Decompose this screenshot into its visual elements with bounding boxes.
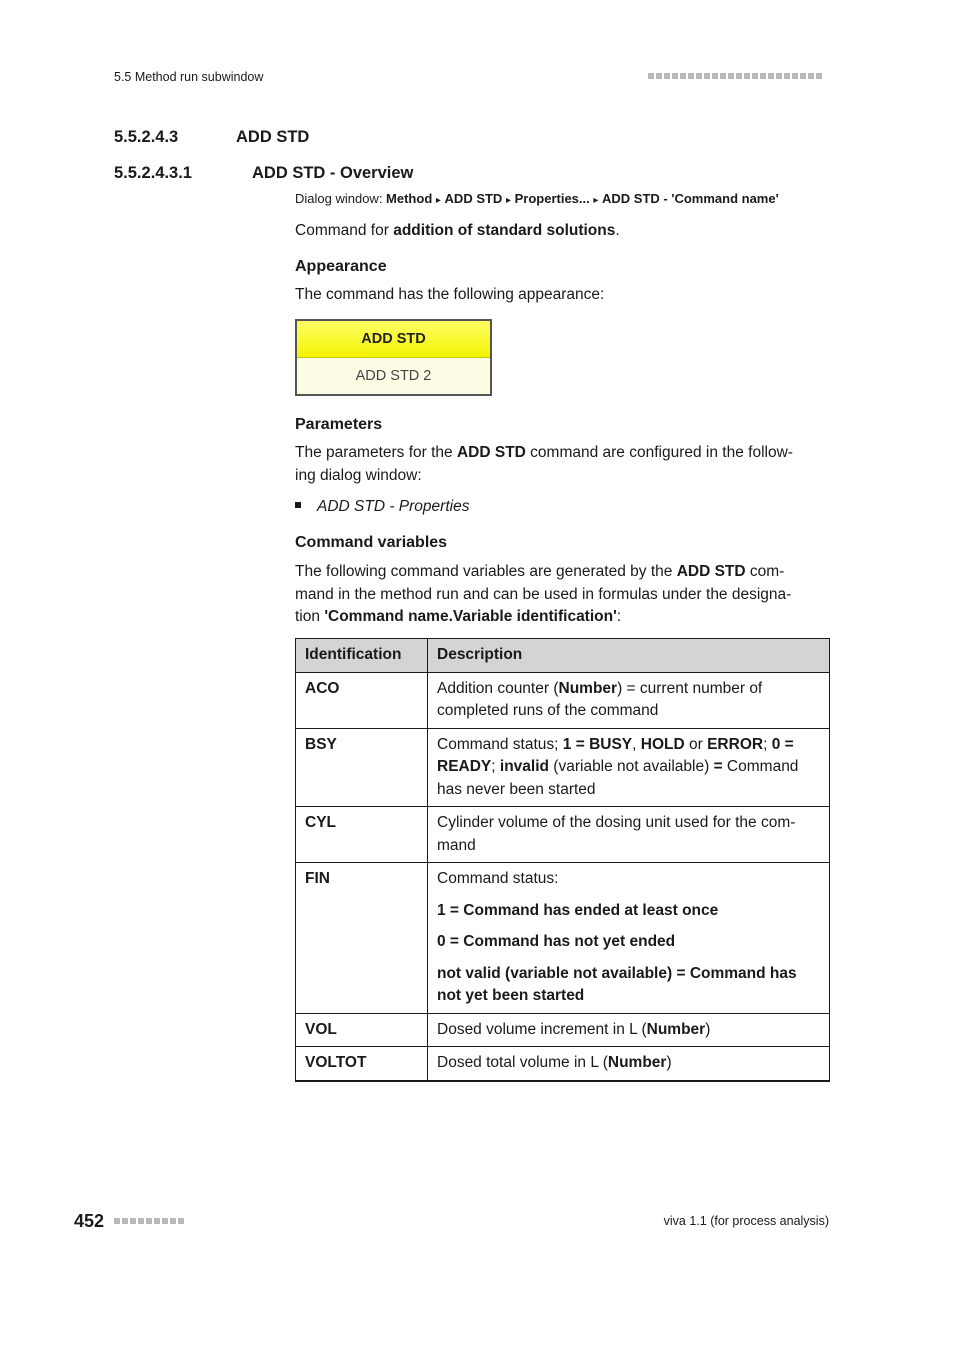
desc-text: ) [705, 1020, 711, 1038]
parameters-heading: Parameters [295, 416, 383, 433]
subsection-title: ADD STD - Overview [252, 164, 414, 182]
bullet-square-icon [295, 502, 301, 508]
table-header-row [296, 639, 830, 673]
cv-text: tion [295, 608, 325, 625]
variable-id: CYL [296, 807, 428, 863]
variable-description [428, 1013, 830, 1047]
desc-bold: Number [607, 1054, 667, 1071]
variable-description: Cylinder volume of the dosing unit used for the com-mand [428, 807, 830, 863]
dialog-path-item: ADD STD - 'Command name' [602, 191, 779, 206]
section-number: 5.5.2.4.3 [114, 128, 179, 146]
running-header-section: 5.5 Method run subwindow [114, 70, 264, 84]
desc-bold: = [713, 758, 723, 775]
desc-text: ) = current number of completed runs of the command [437, 679, 763, 719]
intro-text-end: . [615, 222, 620, 239]
path-separator-icon: ▸ [505, 195, 511, 206]
desc-bold: 1 = BUSY [562, 735, 633, 753]
product-name: viva 1.1 (for process analysis) [663, 1214, 829, 1228]
appearance-heading: Appearance [295, 258, 387, 275]
cv-bold: 'Command name.Variable identification' [324, 608, 617, 625]
section-title: ADD STD [236, 128, 310, 146]
desc-bold: Number [646, 1020, 706, 1038]
page-number: 452 [74, 1211, 105, 1231]
cv-text: com- [745, 563, 785, 580]
table-row [296, 728, 830, 807]
variable-id: ACO [296, 672, 428, 728]
section-heading-3 [114, 128, 309, 147]
desc-text: Command has never been started [437, 758, 799, 798]
variable-description [428, 863, 830, 1014]
widget-command-type: ADD STD [297, 321, 490, 358]
section-heading-4 [114, 164, 413, 183]
desc-bold-block: 1 = Command has ended at least once [437, 901, 719, 919]
variable-id: FIN [296, 863, 428, 1014]
column-header-description: Description [428, 639, 830, 673]
desc-bold: HOLD [640, 735, 685, 753]
intro-text: Command for [295, 222, 394, 239]
desc-text: Dosed volume increment in L ( [437, 1020, 647, 1038]
cv-text: : [616, 608, 622, 625]
footer-dots-decoration [114, 1218, 184, 1224]
desc-text: Dosed total volume in L ( [437, 1054, 608, 1071]
variable-description [428, 672, 830, 728]
intro-bold-text: addition of standard solutions [393, 222, 616, 239]
parameters-bullet-item [295, 498, 469, 516]
parameters-text-part: The parameters for the [295, 444, 457, 461]
desc-text: Addition counter ( [437, 679, 559, 697]
command-variables-heading: Command variables [295, 534, 448, 551]
cv-text: mand in the method run and can be used in formulas under the designa- [295, 585, 792, 603]
desc-bold: ERROR [707, 735, 764, 753]
table-row [296, 807, 830, 863]
dialog-path-item: ADD STD [444, 191, 503, 206]
header-dots-decoration [648, 73, 822, 79]
subsection-number: 5.5.2.4.3.1 [114, 164, 192, 182]
command-variables-text [295, 561, 830, 629]
parameters-text-part: ing dialog window: [295, 466, 422, 484]
variable-id: BSY [296, 728, 428, 807]
parameters-text-part: command are configured in the follow- [525, 444, 793, 461]
desc-bold: Number [558, 679, 618, 697]
dialog-path-prefix: Dialog window: [295, 191, 387, 206]
desc-text: , [632, 735, 641, 753]
properties-link[interactable]: ADD STD - Properties [317, 498, 470, 515]
command-variables-table [295, 638, 830, 1082]
dialog-path-item: Properties... [514, 191, 590, 206]
desc-bold-block: 0 = Command has not yet ended [437, 933, 676, 950]
desc-bold-block: not valid (variable not available) = Command has not yet been started [437, 964, 797, 1004]
desc-text: or [684, 735, 708, 753]
variable-id: VOL [296, 1013, 428, 1047]
cv-bold: ADD STD [676, 563, 746, 580]
desc-bold: 0 = READY [437, 735, 794, 775]
dialog-window-path [295, 191, 830, 206]
path-separator-icon: ▸ [435, 195, 441, 206]
add-std-command-widget [295, 319, 492, 396]
table-row [296, 1047, 830, 1081]
variable-id: VOLTOT [296, 1047, 428, 1081]
variable-description [428, 1047, 830, 1081]
desc-text: ; [763, 735, 772, 753]
column-header-identification: Identification [296, 639, 428, 673]
table-row [296, 672, 830, 728]
table-row [296, 1013, 830, 1047]
desc-bold: invalid [499, 758, 549, 775]
path-separator-icon: ▸ [593, 195, 599, 206]
parameters-text [295, 442, 830, 487]
desc-text: (variable not available) [549, 758, 714, 775]
table-row [296, 863, 830, 1014]
widget-command-name: ADD STD 2 [297, 358, 490, 394]
variable-description [428, 728, 830, 807]
desc-text: Command status; [437, 735, 563, 753]
desc-text: Command status: [437, 870, 559, 887]
desc-text: ) [666, 1054, 672, 1071]
desc-text: ; [491, 758, 500, 775]
appearance-text: The command has the following appearance: [295, 286, 605, 303]
parameters-bold: ADD STD [456, 444, 526, 461]
cv-text: The following command variables are generated by the [295, 563, 677, 580]
intro-paragraph [295, 220, 830, 243]
dialog-path-item: Method [386, 191, 433, 206]
